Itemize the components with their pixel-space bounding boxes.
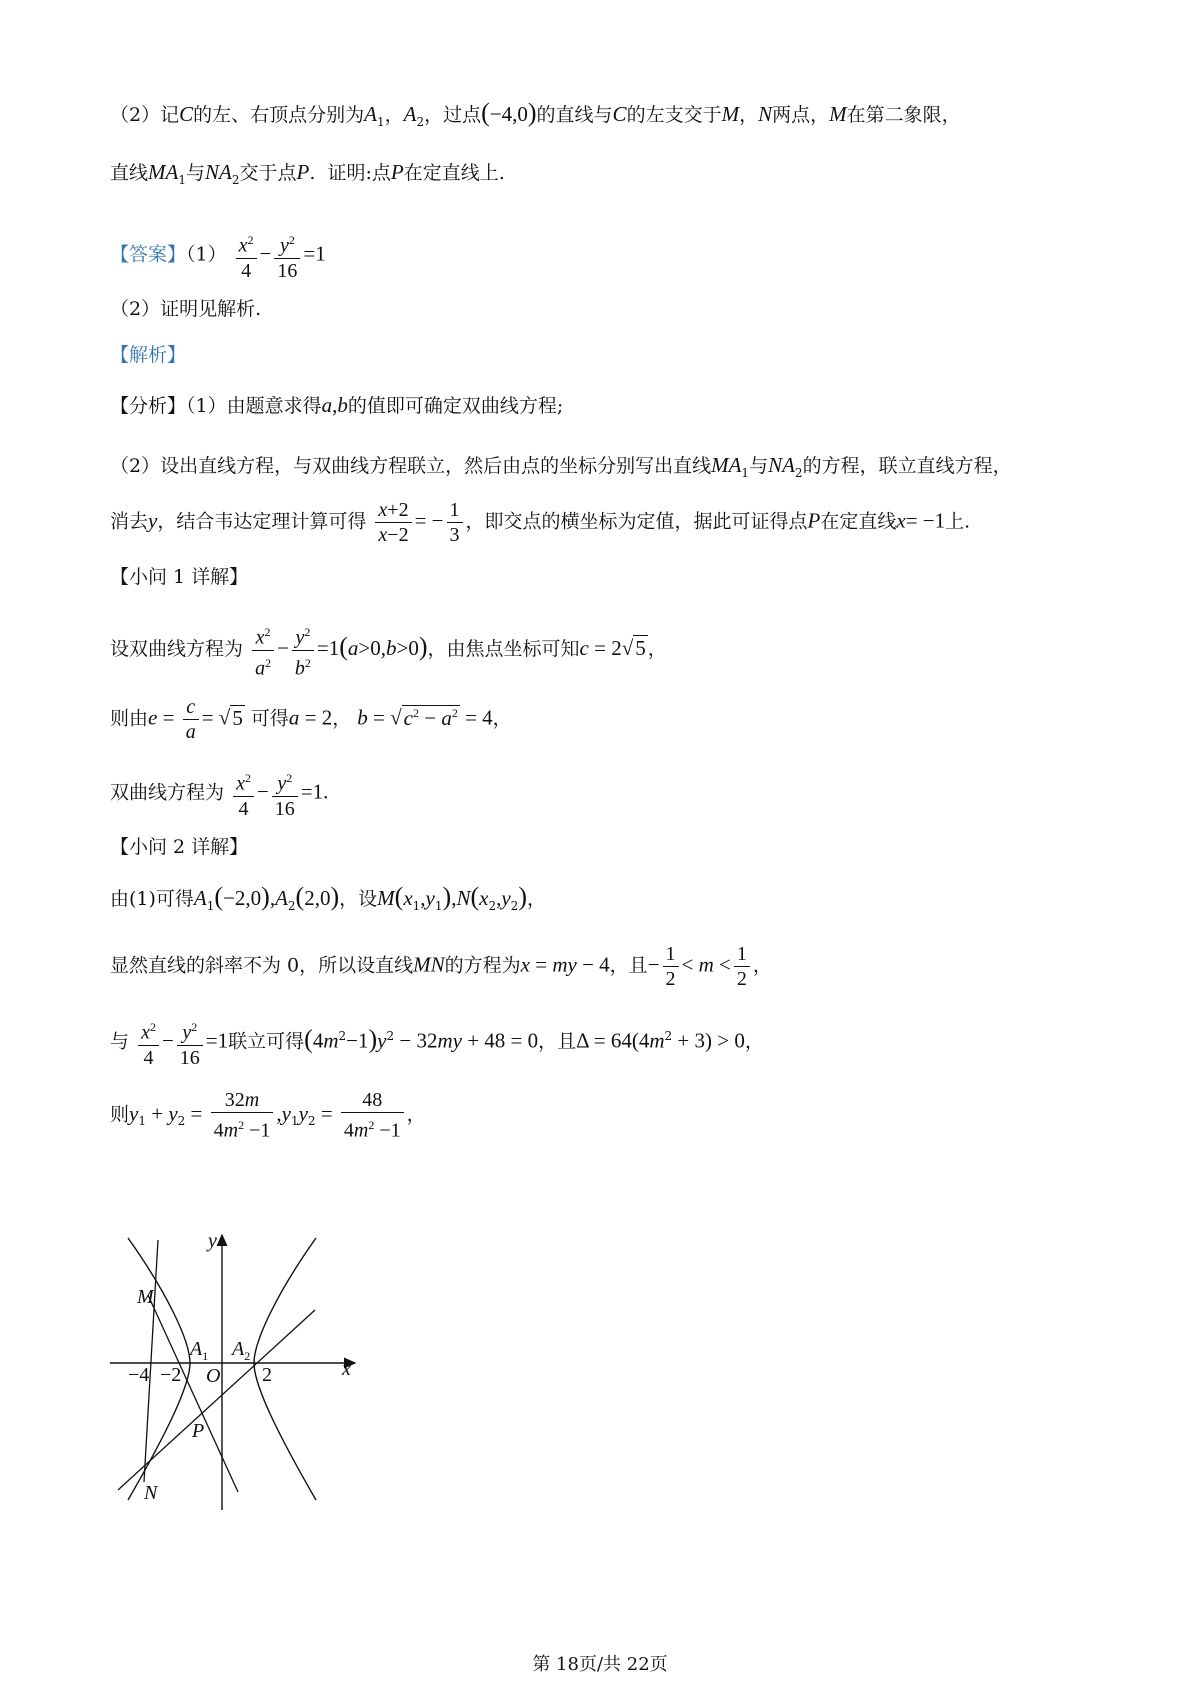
point-a2-label: $A_2$ (232, 1338, 251, 1363)
origin-label: O (206, 1365, 221, 1387)
sub2-line-2: 显然直线的斜率不为 0，所以设直线MN的方程为x = my − 4，且− $\frac{1}{2}$ < m < $\frac{1}{2}$ ， (110, 943, 772, 990)
sub-question-2-tag: 【小问 2 详解】 (110, 836, 249, 858)
sub-question-1-tag: 【小问 1 详解】 (110, 566, 249, 588)
page-footer: 第 18页/共 22页 (532, 1654, 668, 1675)
line-mn (144, 1240, 158, 1482)
point-p-label: P (192, 1420, 205, 1442)
fenxi-line-1: 【分析】（1）由题意求得a,b的值即可确定双曲线方程; (110, 393, 564, 417)
sub1-line-2: 则由e = $\frac{c}{a}$ = √5 可得a = 2， $b = √c^2 - a^2 = 4$， (110, 696, 512, 743)
point-a1-label: $A_1$ (190, 1338, 209, 1363)
point-n-label: N (144, 1482, 158, 1504)
question-2-line-1: （2）记C的左、右顶点分别为$A_1$，$A_2$，过点(−4,0)的直线与C的左支交于M，N两点，M在第二象限， (110, 98, 961, 129)
tick-neg2: −2 (160, 1364, 182, 1386)
question-2-line-2: 直线$MA_1$与$NA_2$交于点P. 证明:点P在定直线上. (110, 160, 505, 187)
analysis-tag: 【解析】 (110, 344, 187, 366)
answer-line-2: （2）证明见解析. (110, 298, 262, 320)
sub1-line-3: 双曲线方程为 $\frac{x^2}{4}$ − $\frac{y^2}{16}$ =1. (110, 766, 328, 821)
tick-2: 2 (262, 1364, 272, 1386)
hyperbola-figure (110, 1230, 390, 1515)
sub2-line-1: 由(1)可得$A_1(-2,0),A_2(2,0)$，设$M(x_1,y_1),N(x_2,y_2)$， (110, 882, 546, 913)
y-axis-label: y (208, 1230, 217, 1252)
x-axis-label: x (342, 1358, 351, 1380)
sub2-line-3: 与 $\frac{x^2}{4}$ − $\frac{y^2}{16}$ =1联立可得$(4m^2-1)y^2 - 32my + 48 = 0$，且$\Delta = 64(4m^2 + 3) > 0$， (110, 1015, 764, 1070)
sub1-line-1: 设双曲线方程为 $\frac{x^2}{a^2}$ − $\frac{y^2}{b^2}$ =1(a>0,b>0)，由焦点坐标可知c = 2√5 ， (110, 620, 667, 680)
answer-tag: 【答案】 (110, 243, 187, 266)
tick-neg4: −4 (128, 1364, 150, 1386)
sub2-line-4: 则$y_1 + y_2$ = $\frac{32m}{4m^2 -1}$ $,y_1y_2$ = $\frac{48}{4m^2 -1}$ ， (110, 1089, 426, 1142)
line-na2 (118, 1310, 315, 1490)
fenxi-line-2: （2）设出直线方程，与双曲线方程联立，然后由点的坐标分别写出直线$MA_1$与$NA_2$的方程，联立直线方程， (110, 453, 1012, 480)
answer-line-1: 【答案】（1） $\frac{x^2}{4}$ − $\frac{y^2}{16}$ =1 (110, 228, 326, 283)
point-m-label: M (137, 1286, 154, 1308)
fenxi-line-3: 消去y，结合韦达定理计算可得 $\frac{x+2}{x-2}$ = − $\frac{1}{3}$ ，即交点的横坐标为定值，据此可证得点P在定直线x= −1上. (110, 499, 971, 546)
